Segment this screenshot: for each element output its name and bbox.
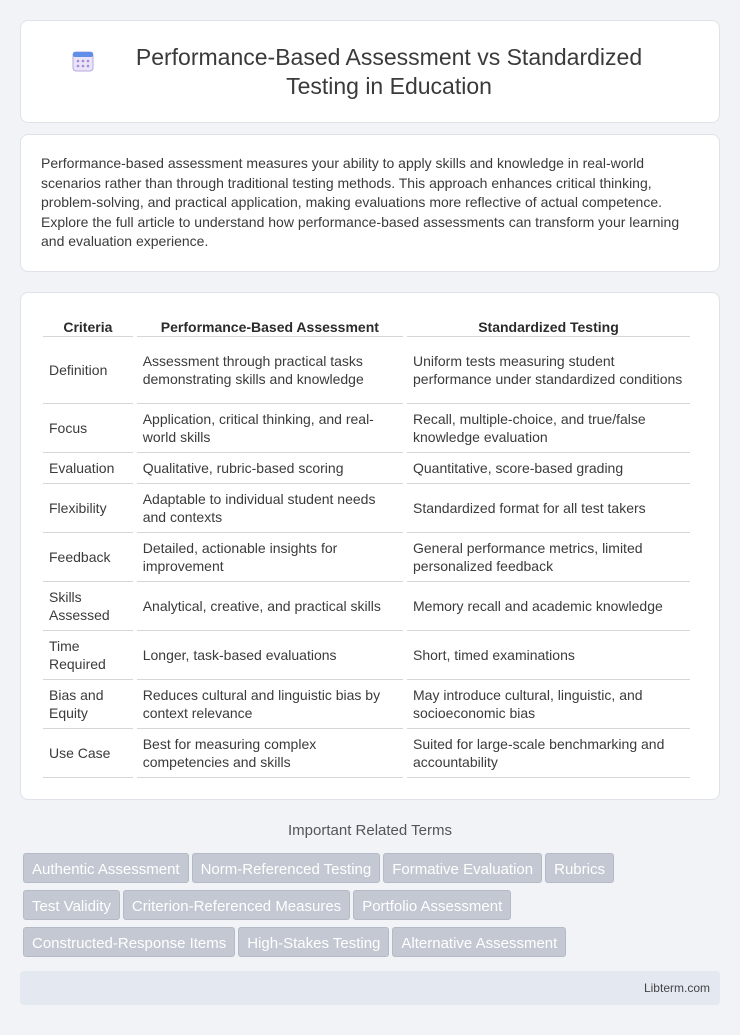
- row-performance: Reduces cultural and linguistic bias by context relevance: [137, 680, 403, 729]
- row-performance: Assessment through practical tasks demonstrating skills and knowledge: [137, 337, 403, 404]
- footer: [20, 971, 720, 1005]
- table-row: [43, 729, 690, 778]
- row-performance: Analytical, creative, and practical skills: [137, 582, 403, 631]
- table-row: [43, 404, 690, 453]
- row-criteria: Definition: [43, 337, 133, 404]
- comparison-table: [39, 309, 694, 778]
- row-criteria: Use Case: [43, 729, 133, 778]
- row-standardized: Recall, multiple-choice, and true/false knowledge evaluation: [407, 404, 690, 453]
- row-performance: Longer, task-based evaluations: [137, 631, 403, 680]
- row-performance: Application, critical thinking, and real-world skills: [137, 404, 403, 453]
- title-wrap: [71, 43, 669, 101]
- row-standardized: Quantitative, score-based grading: [407, 453, 690, 484]
- table-row: [43, 337, 690, 404]
- page-title: Performance-Based Assessment vs Standardized Testing in Education: [135, 43, 643, 99]
- footer-site-link[interactable]: Libterm.com: [643, 981, 710, 995]
- table-row: [43, 680, 690, 729]
- table-row: [43, 484, 690, 533]
- row-performance: Detailed, actionable insights for improvement: [137, 533, 403, 582]
- row-standardized: Uniform tests measuring student performance under standardized conditions: [407, 337, 690, 404]
- row-criteria: Bias and Equity: [43, 680, 133, 729]
- row-standardized: Suited for large-scale benchmarking and accountability: [407, 729, 690, 778]
- tag-alternative-assessment[interactable]: Alternative Assessment: [392, 927, 566, 957]
- calendar-icon: [71, 49, 95, 73]
- table-row: [43, 631, 690, 680]
- table-row: [43, 453, 690, 484]
- row-criteria: Time Required: [43, 631, 133, 680]
- table-header-row: [43, 309, 690, 337]
- related-terms-list: [23, 853, 723, 964]
- row-criteria: Feedback: [43, 533, 133, 582]
- intro-card: [20, 134, 720, 272]
- header-criteria: Criteria: [43, 309, 133, 337]
- tag-authentic-assessment[interactable]: Authentic Assessment: [23, 853, 189, 883]
- table-row: [43, 582, 690, 631]
- header-performance: Performance-Based Assessment: [137, 309, 403, 337]
- row-criteria: Skills Assessed: [43, 582, 133, 631]
- row-criteria: Flexibility: [43, 484, 133, 533]
- row-performance: Qualitative, rubric-based scoring: [137, 453, 403, 484]
- table-row: [43, 533, 690, 582]
- row-standardized: May introduce cultural, linguistic, and socioeconomic bias: [407, 680, 690, 729]
- tag-test-validity[interactable]: Test Validity: [23, 890, 120, 920]
- tag-criterion-referenced-measures[interactable]: Criterion-Referenced Measures: [123, 890, 350, 920]
- tag-constructed-response-items[interactable]: Constructed-Response Items: [23, 927, 235, 957]
- row-criteria: Focus: [43, 404, 133, 453]
- intro-text: Performance-based assessment measures your ability to apply skills and knowledge in real-world scenarios rather than through traditional testing methods. This approach enhances critical thinking, problem-solving, and practical application, making evaluations more reflective of actual competence. Explore the full article to understand how performance-based assessments can transform your learning and evaluation experience.: [41, 155, 680, 250]
- header-standardized: Standardized Testing: [407, 309, 690, 337]
- tag-formative-evaluation[interactable]: Formative Evaluation: [383, 853, 542, 883]
- row-standardized: General performance metrics, limited personalized feedback: [407, 533, 690, 582]
- row-criteria: Evaluation: [43, 453, 133, 484]
- title-card: [20, 20, 720, 123]
- row-standardized: Standardized format for all test takers: [407, 484, 690, 533]
- tag-high-stakes-testing[interactable]: High-Stakes Testing: [238, 927, 389, 957]
- row-standardized: Memory recall and academic knowledge: [407, 582, 690, 631]
- tag-portfolio-assessment[interactable]: Portfolio Assessment: [353, 890, 511, 920]
- row-standardized: Short, timed examinations: [407, 631, 690, 680]
- row-performance: Adaptable to individual student needs and contexts: [137, 484, 403, 533]
- row-performance: Best for measuring complex competencies and skills: [137, 729, 403, 778]
- tag-norm-referenced-testing[interactable]: Norm-Referenced Testing: [192, 853, 381, 883]
- tag-rubrics[interactable]: Rubrics: [545, 853, 614, 883]
- comparison-table-card: [20, 292, 720, 800]
- related-terms-title: Important Related Terms: [288, 822, 452, 839]
